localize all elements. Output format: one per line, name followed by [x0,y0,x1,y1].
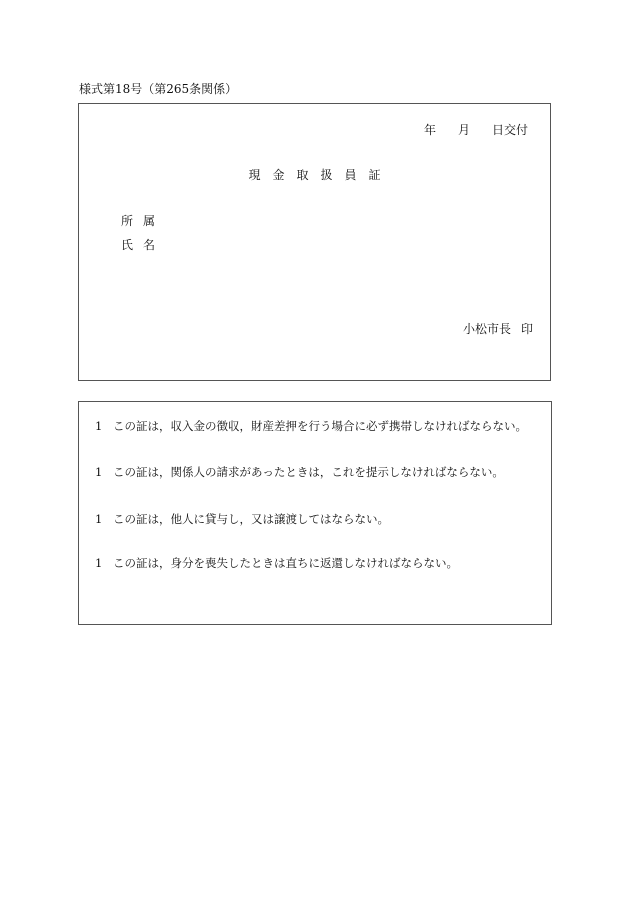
note-text: この証は，身分を喪失したときは直ちに返還しなければならない。 [113,556,458,570]
note-item [95,511,389,527]
name-label: 氏名 [121,238,166,252]
note-text: この証は，他人に貸与し，又は譲渡してはならない。 [113,512,389,526]
note-number: 1 [95,512,103,526]
id-card-back-notes [78,401,552,625]
issue-month-unit: 月 [457,123,470,137]
issue-day-issued: 日交付 [491,123,528,137]
note-number: 1 [95,419,103,433]
note-text: この証は，収入金の徴収，財産差押を行う場合に必ず携帯しなければならない。 [113,419,527,433]
card-title: 現金取扱員証 [248,168,393,182]
note-item [95,418,527,434]
affiliation-label: 所属 [121,214,166,228]
issue-year-unit: 年 [423,123,436,137]
seal-mark: 印 [520,322,533,336]
issue-date [424,121,528,138]
issuer [463,320,533,337]
note-number: 1 [95,465,103,479]
issuer-title: 小松市長 [462,322,511,336]
form-number: 様式第18号（第265条関係） [79,82,238,96]
note-number: 1 [95,556,103,570]
note-item [95,555,458,571]
id-card-front [78,103,551,381]
note-item [95,464,504,480]
note-text: この証は，関係人の請求があったときは，これを提示しなければならない。 [113,465,504,479]
